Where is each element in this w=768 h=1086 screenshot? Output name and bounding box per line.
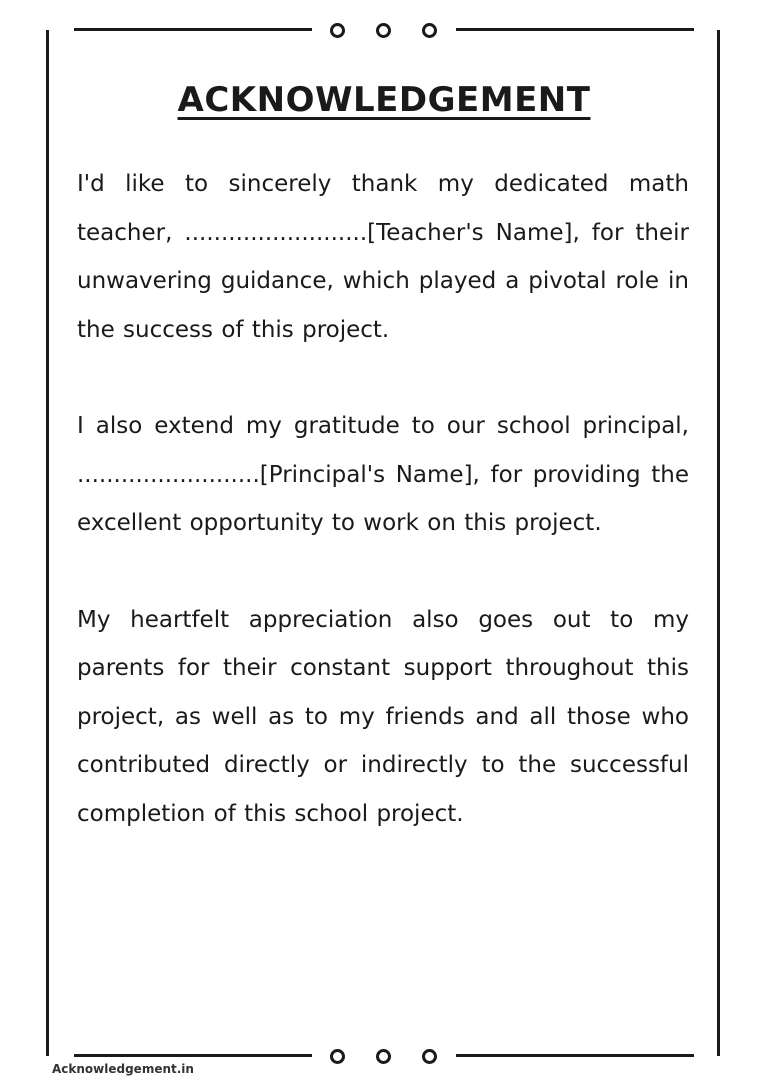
footer-site-label: Acknowledgement.in bbox=[52, 1062, 194, 1076]
right-border-line bbox=[717, 30, 720, 1056]
paragraph-principal: I also extend my gratitude to our school principal, .........................[Principal's Name], for providing the excellent opportunity to work on this project. bbox=[77, 413, 689, 536]
ornament-circle bbox=[330, 1049, 345, 1064]
page-title: ACKNOWLEDGEMENT bbox=[177, 80, 591, 120]
left-border-line bbox=[46, 30, 49, 1056]
ornament-circle bbox=[330, 23, 345, 38]
paragraph-teacher: I'd like to sincerely thank my dedicated math teacher, .........................[Teacher's Name], for their unwavering guidance, which played a pivotal role in the success of this project. bbox=[77, 171, 689, 343]
bottom-divider-right bbox=[456, 1054, 694, 1057]
ornament-circle bbox=[376, 1049, 391, 1064]
acknowledgement-body bbox=[77, 160, 689, 886]
ornament-circle bbox=[422, 1049, 437, 1064]
top-divider-right bbox=[456, 28, 694, 31]
ornament-circle bbox=[376, 23, 391, 38]
top-divider-left bbox=[74, 28, 312, 31]
bottom-divider-left bbox=[74, 1054, 312, 1057]
paragraph-parents-friends: My heartfelt appreciation also goes out to my parents for their constant support throughout this project, as well as to my friends and all those who contributed directly or indirectly to the successful completion of this school project. bbox=[77, 606, 689, 827]
ornament-circle bbox=[422, 23, 437, 38]
